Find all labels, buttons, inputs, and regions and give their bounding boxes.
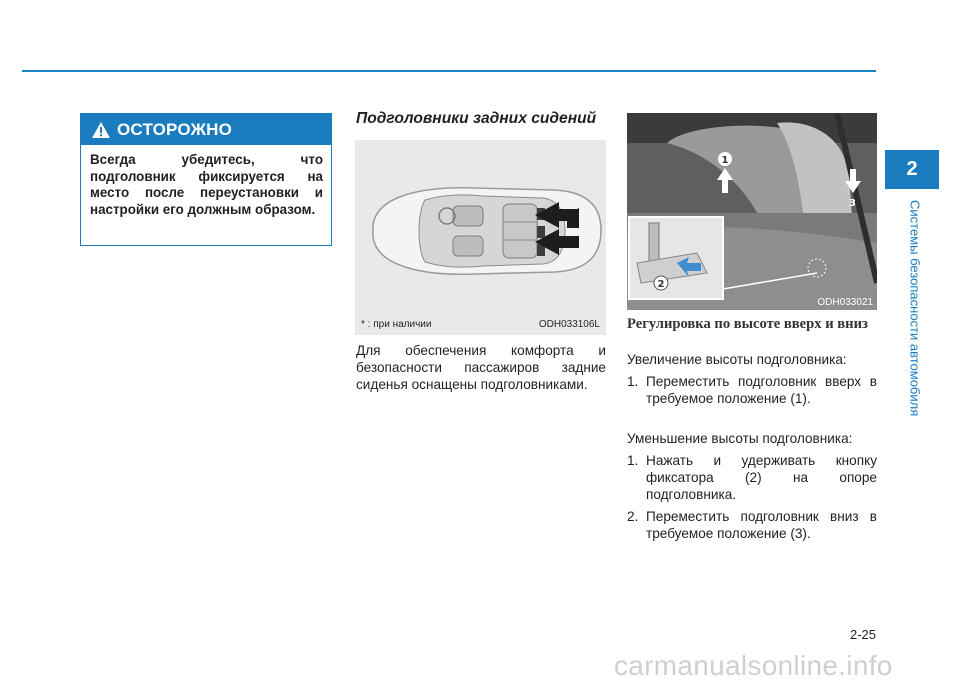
lower-intro: Уменьшение высоты подголовника:: [627, 431, 853, 446]
car-topview-figure: [355, 140, 606, 335]
warning-text: Всегда убедитесь, что подголовник фиксируется на место после переустановки и настройки его должным образом.: [90, 152, 323, 217]
svg-text:1: 1: [721, 155, 729, 166]
adjust-title: Регулировка по высоте вверх и вниз: [627, 316, 868, 332]
svg-text:2: 2: [657, 279, 665, 290]
chapter-tab: 2: [885, 150, 939, 189]
rear-headrests-paragraph: Для обеспечения комфорта и безопасности пассажиров задние сиденья оснащены подголовниками.: [356, 343, 606, 392]
page-number: 2-25: [849, 627, 876, 642]
headrest-adjust-figure: [627, 113, 877, 310]
top-rule: [22, 70, 876, 72]
figure-note: * : при наличии: [361, 319, 432, 330]
warning-triangle-icon: [91, 121, 111, 139]
headrest-adjust-illustration: [627, 113, 877, 310]
warning-title: ОСТОРОЖНО: [117, 119, 233, 139]
figure-code: ODH033106L: [538, 319, 600, 330]
lower-steps: [627, 452, 877, 547]
list-item: 1. Переместить подголовник вверх в требуемое положение (1).: [627, 374, 877, 406]
raise-steps: [627, 373, 877, 412]
warning-box: [80, 113, 332, 246]
watermark: carmanualsonline.info: [614, 650, 893, 681]
chapter-label: Системы безопасности автомобиля: [907, 200, 923, 417]
car-topview-illustration: [355, 140, 606, 335]
svg-text:3: 3: [849, 198, 856, 209]
figure-code: ODH033021: [817, 297, 873, 308]
list-item: 1. Нажать и удерживать кнопку фиксатора (2) на опоре подголовника.: [627, 453, 877, 502]
list-item: 2. Переместить подголовник вниз в требуемое положение (3).: [627, 509, 877, 541]
warning-header: [81, 114, 331, 145]
svg-text:*: *: [545, 231, 555, 252]
section-title: Подголовники задних сидений: [356, 110, 597, 127]
raise-intro: Увеличение высоты подголовника:: [627, 352, 847, 367]
